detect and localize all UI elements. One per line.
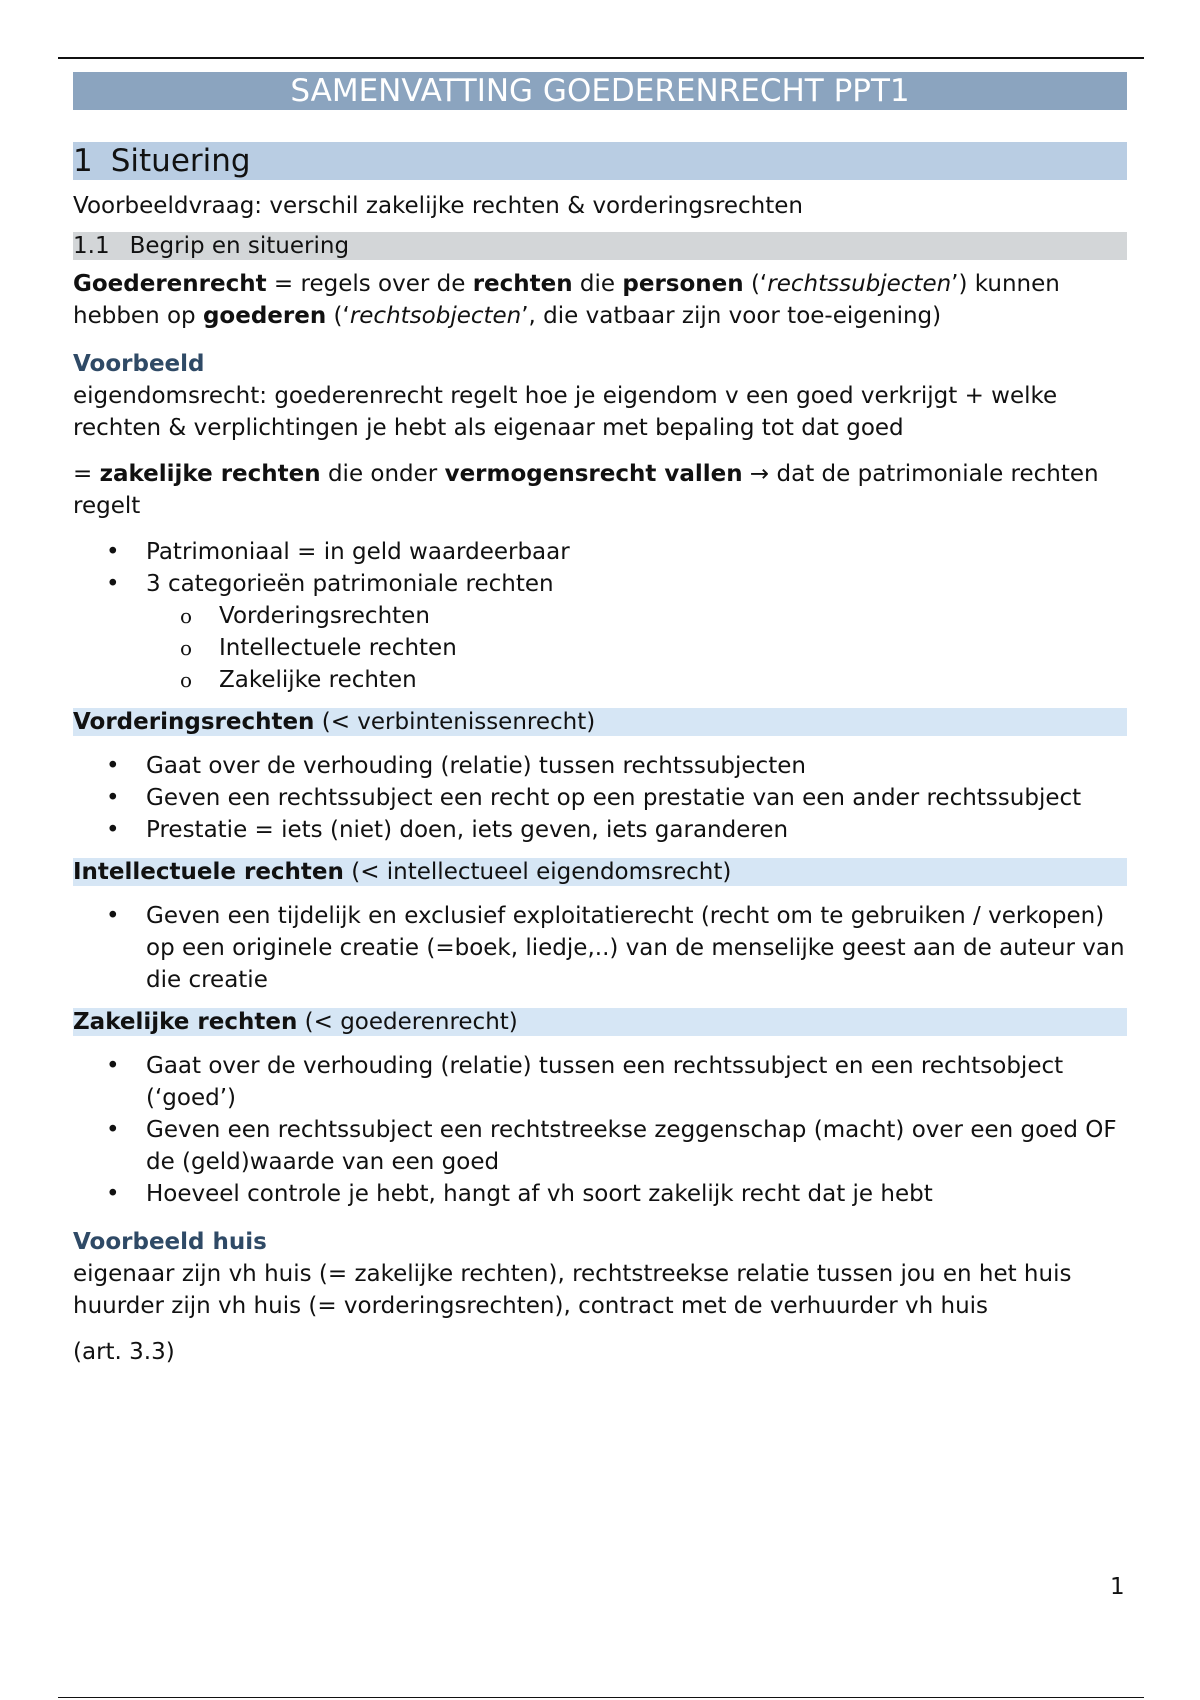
list-item: • Hoeveel controle je hebt, hangt af vh soort zakelijk recht dat je hebt — [73, 1178, 1127, 1210]
subsection-title: Begrip en situering — [129, 233, 350, 259]
term: zakelijke rechten — [99, 461, 321, 487]
band-title: Vorderingsrechten — [73, 709, 315, 735]
document-title: SAMENVATTING GOEDERENRECHT PPT1 — [73, 72, 1127, 110]
text: ’, die vatbaar zijn voor toe-eigening) — [521, 303, 942, 329]
intellectuele-rechten-list — [73, 900, 1127, 996]
example-house-line-1: eigenaar zijn vh huis (= zakelijke rechten), rechtstreekse relatie tussen jou en het huis — [73, 1261, 1072, 1287]
page-number: 1 — [1110, 1574, 1125, 1600]
sub-list-item: o Vorderingsrechten — [146, 600, 1127, 632]
intellectuele-rechten-heading — [73, 858, 1127, 886]
vermogensrecht-paragraph — [73, 458, 1127, 522]
zakelijke-rechten-heading — [73, 1008, 1127, 1036]
list-item: • Gaat over de verhouding (relatie) tussen rechtssubjecten — [73, 750, 1127, 782]
example-house-heading: Voorbeeld huis — [73, 1229, 267, 1255]
section-number: 1 — [73, 143, 93, 179]
section-heading-1-1 — [73, 232, 1127, 260]
list-item: • Geven een rechtssubject een recht op een prestatie van een ander rechtssubject — [73, 782, 1127, 814]
list-item-text: 3 categorieën patrimoniale rechten — [146, 571, 554, 597]
example-text: eigendomsrecht: goederenrecht regelt hoe je eigendom v een goed verkrijgt + welke rechten & verplichtingen je hebt als eigenaar met bepaling tot dat goed — [73, 383, 1058, 441]
example-house-line-2: huurder zijn vh huis (= vorderingsrechten), contract met de verhuurder vh huis — [73, 1293, 989, 1319]
zakelijke-rechten-list — [73, 1050, 1127, 1210]
term: rechten — [472, 271, 573, 297]
band-title: Zakelijke rechten — [73, 1009, 298, 1035]
list-item: • Geven een tijdelijk en exclusief exploitatierecht (recht om te gebruiken / verkopen) op een originele creatie (=boek, liedje,..) van de menselijke geest aan de auteur van die creatie — [73, 900, 1127, 996]
term: personen — [622, 271, 744, 297]
document-body — [73, 72, 1127, 1368]
band-note: (< intellectueel eigendomsrecht) — [343, 859, 732, 885]
example-heading: Voorbeeld — [73, 351, 205, 377]
list-item: • Geven een rechtssubject een rechtstreekse zeggenschap (macht) over een goed OF de (geld)waarde van een goed — [73, 1114, 1127, 1178]
text: die onder — [320, 461, 445, 487]
text: die — [572, 271, 623, 297]
vorderingsrechten-heading — [73, 708, 1127, 736]
text: = regels over de — [266, 271, 473, 297]
italic-term: rechtssubjecten — [767, 271, 952, 297]
intro-question: Voorbeeldvraag: verschil zakelijke rechten & vorderingsrechten — [73, 193, 804, 219]
vorderingsrechten-list — [73, 750, 1127, 846]
term: goederen — [202, 303, 327, 329]
text: (‘ — [326, 303, 350, 329]
section-heading-1 — [73, 142, 1127, 180]
bottom-rule — [58, 1697, 1144, 1698]
categories-list — [146, 600, 1127, 696]
section-title: Situering — [110, 143, 251, 179]
text: = — [73, 461, 100, 487]
term: vermogensrecht vallen — [444, 461, 743, 487]
top-rule — [58, 57, 1144, 59]
list-item — [73, 568, 1127, 696]
text: → dat de patrimoniale rechten regelt — [73, 461, 1099, 519]
list-item: • Patrimoniaal = in geld waardeerbaar — [73, 536, 1127, 568]
band-note: (< goederenrecht) — [297, 1009, 518, 1035]
sub-list-item: o Intellectuele rechten — [146, 632, 1127, 664]
list-item: • Prestatie = iets (niet) doen, iets geven, iets garanderen — [73, 814, 1127, 846]
text: (‘ — [743, 271, 768, 297]
text: ’) kunnen hebben op — [73, 271, 1060, 329]
article-reference: (art. 3.3) — [73, 1339, 175, 1365]
italic-term: rechtsobjecten — [349, 303, 522, 329]
band-note: (< verbintenissenrecht) — [314, 709, 596, 735]
band-title: Intellectuele rechten — [73, 859, 344, 885]
sub-list-item: o Zakelijke rechten — [146, 664, 1127, 696]
definition-paragraph — [73, 268, 1127, 332]
subsection-number: 1.1 — [73, 233, 110, 259]
patrimonial-list — [73, 536, 1127, 696]
term-goederenrecht: Goederenrecht — [73, 271, 267, 297]
list-item: • Gaat over de verhouding (relatie) tussen een rechtssubject en een rechtsobject (‘goed’) — [73, 1050, 1127, 1114]
